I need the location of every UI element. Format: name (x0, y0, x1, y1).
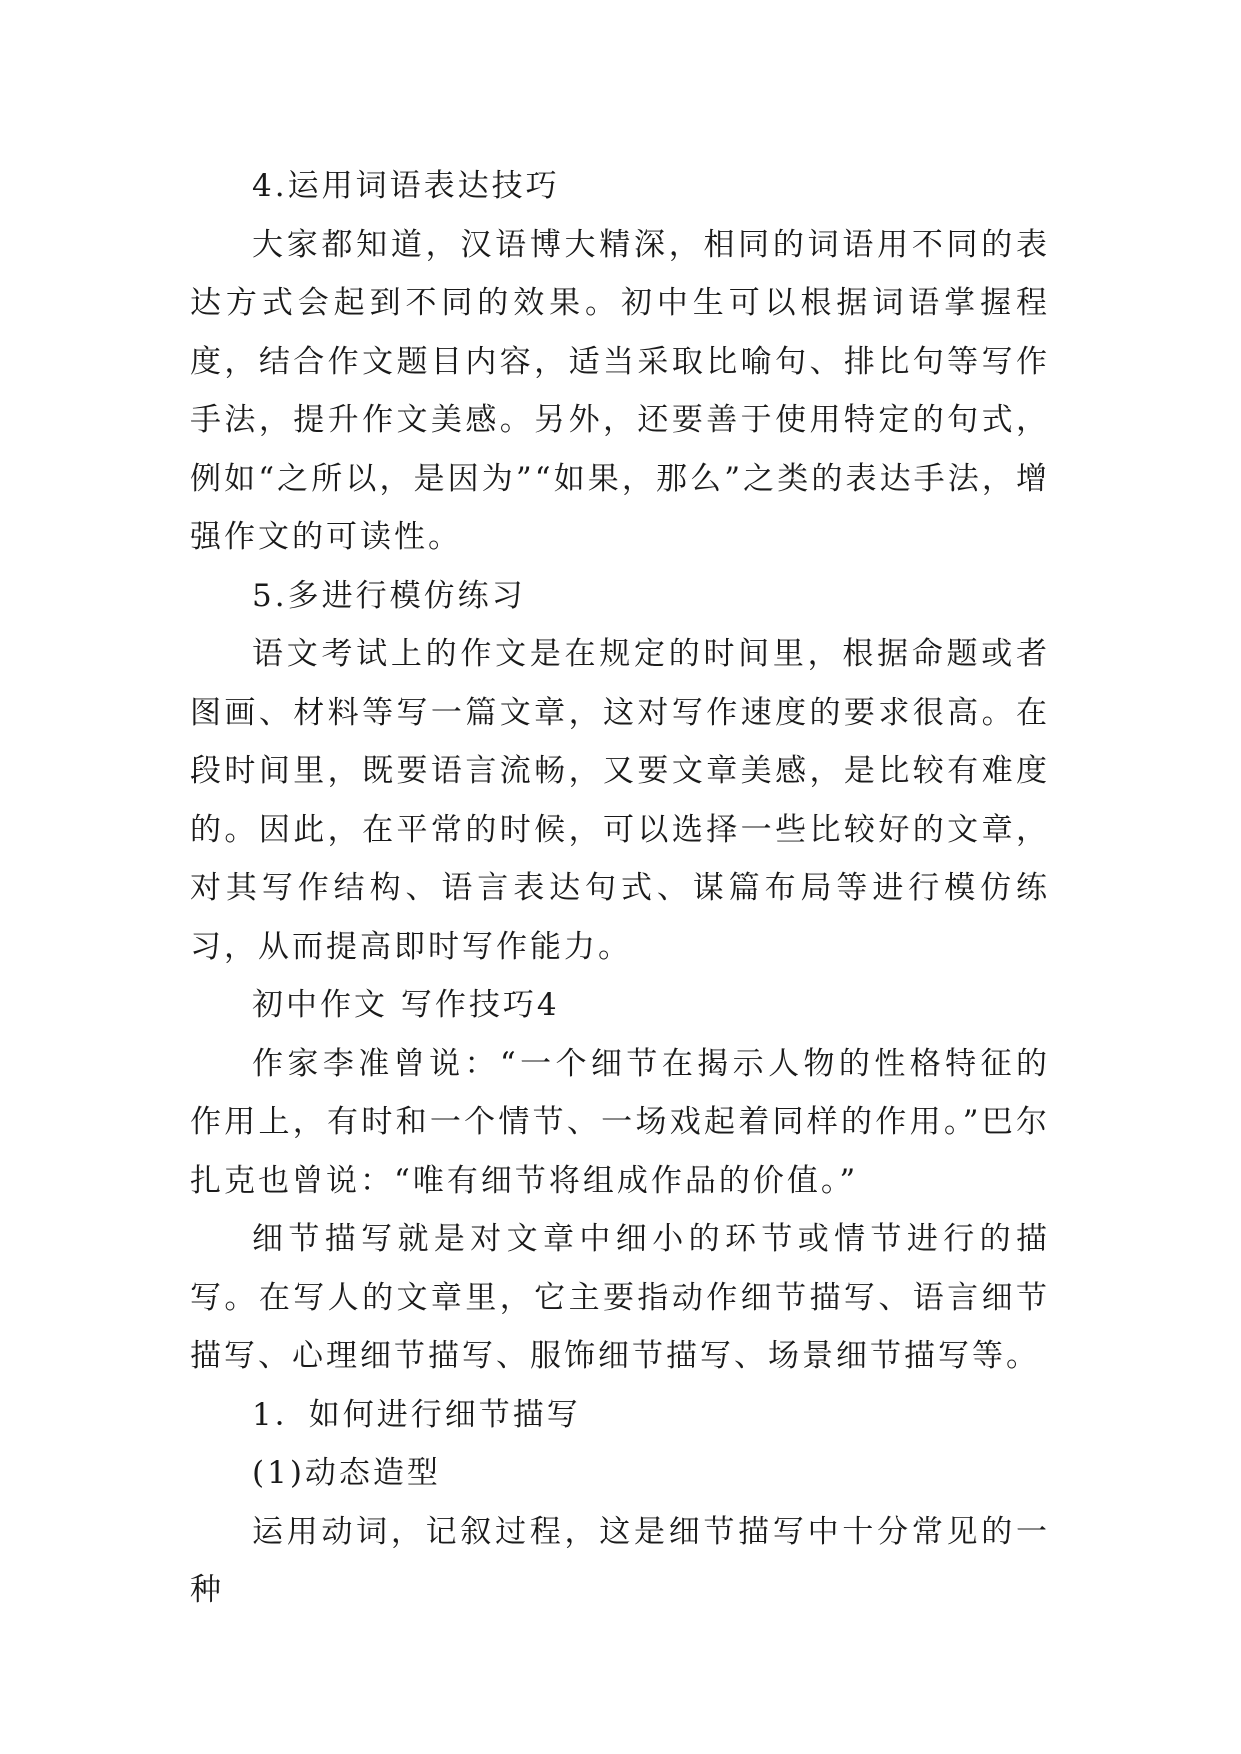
paragraph-quotes: 作家李准曾说：“一个细节在揭示人物的性格特征的作用上，有时和一个情节、一场戏起着同样的作用。”巴尔扎克也曾说：“唯有细节将组成作品的价值。” (190, 1045, 1050, 1199)
section-heading-word-expression: 4.运用词语表达技巧 (252, 168, 560, 204)
paragraph-dynamic-shaping: 运用动词，记叙过程，这是细节描写中十分常见的一种 (190, 1513, 1050, 1608)
subheading-how-to-describe-details: 1．如何进行细节描写 (252, 1396, 581, 1433)
section-heading-writing-tips-4: 初中作文 写作技巧4 (252, 987, 560, 1023)
paragraph-detail-definition: 细节描写就是对文章中细小的环节或情节进行的描写。在写人的文章里，它主要指动作细节描写、语言细节描写、心理细节描写、服饰细节描写、场景细节描写等。 (190, 1221, 1050, 1374)
document-body (190, 157, 1050, 1620)
paragraph-word-expression: 大家都知道，汉语博大精深，相同的词语用不同的表达方式会起到不同的效果。初中生可以根据词语掌握程度，结合作文题目内容，适当采取比喻句、排比句等写作手法，提升作文美感。另外，还要善于使用特定的句式，例如“之所以，是因为”“如果，那么”之类的表达手法，增强作文的可读性。 (190, 226, 1050, 555)
section-heading-imitation-practice: 5.多进行模仿练习 (252, 577, 526, 614)
paragraph-imitation-practice: 语文考试上的作文是在规定的时间里，根据命题或者图画、材料等写一篇文章，这对写作速度的要求很高。在段时间里，既要语言流畅，又要文章美感，是比较有难度的。因此，在平常的时候，可以选择一些比较好的文章，对其写作结构、语言表达句式、谋篇布局等进行模仿练习，从而提高即时写作能力。 (190, 636, 1050, 965)
subheading-dynamic-shaping: (1)动态造型 (252, 1455, 441, 1491)
